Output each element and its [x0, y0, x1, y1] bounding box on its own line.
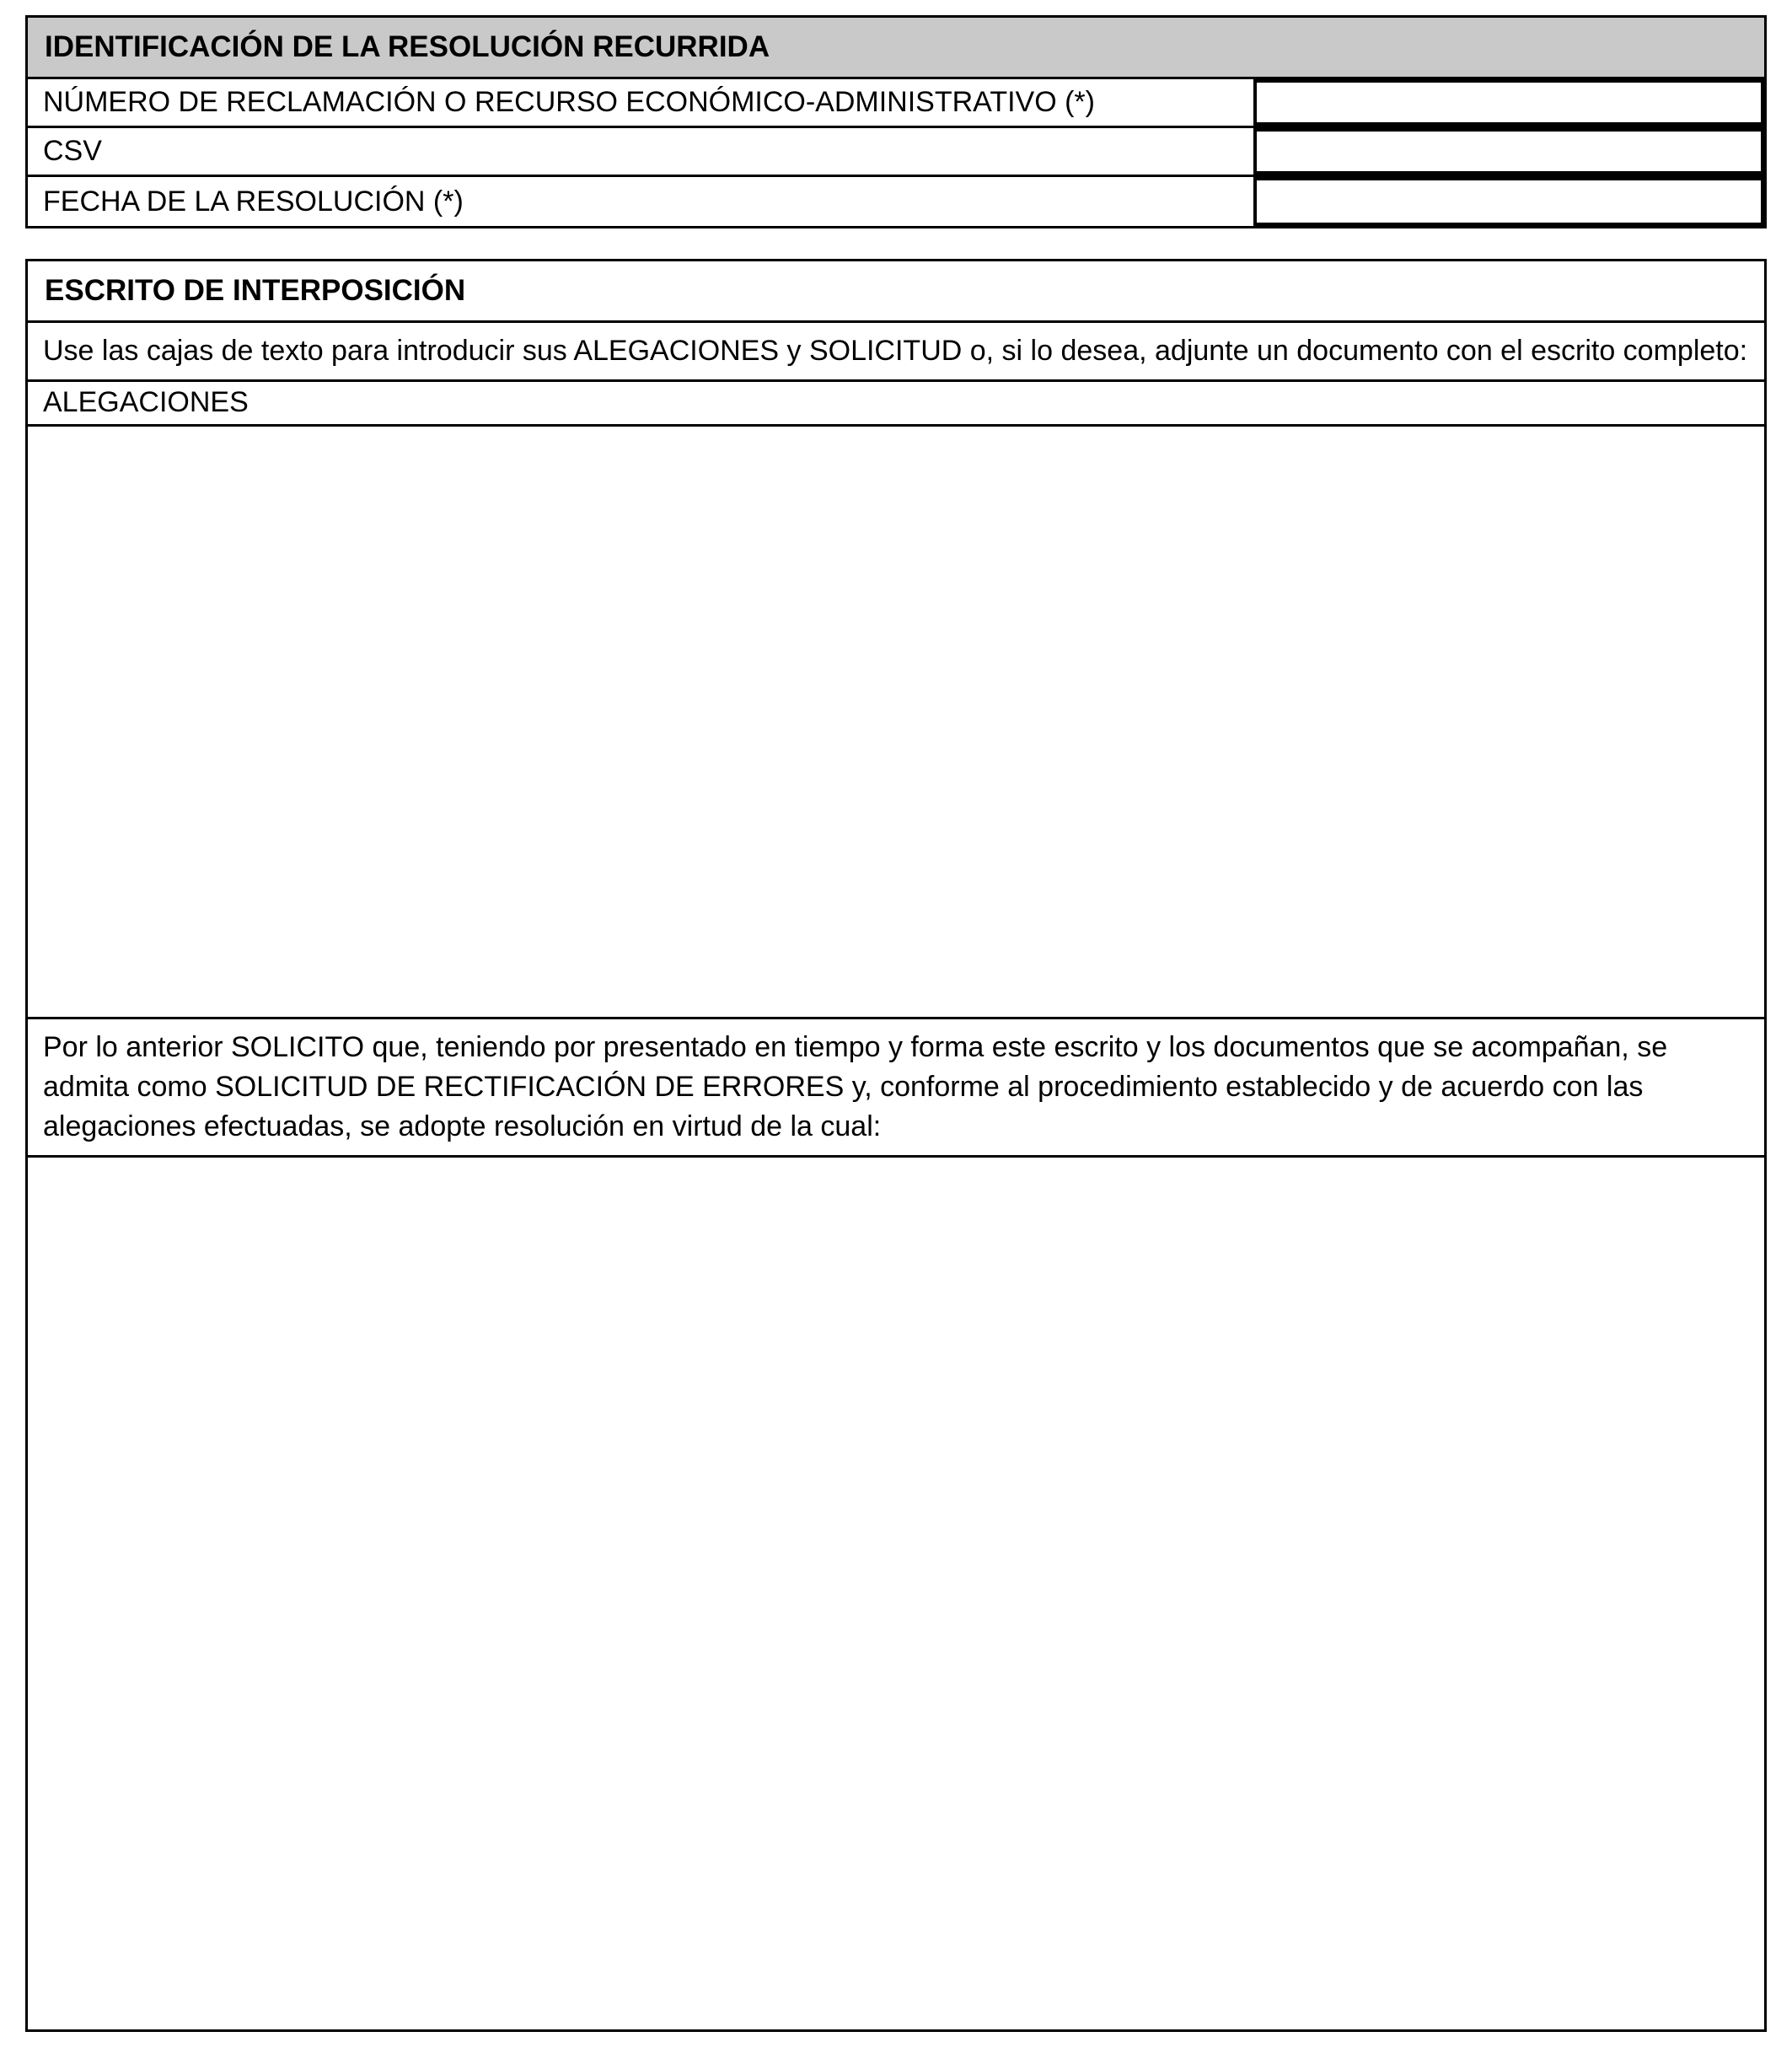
alegaciones-label: ALEGACIONES: [25, 379, 1767, 427]
resolution-id-section: [25, 15, 1767, 228]
escrito-interposicion-section: [25, 259, 1767, 2032]
solicito-text: Por lo anterior SOLICITO que, teniendo por presentado en tiempo y forma este escrito y los documentos que se acompañan, se admita como SOLICITUD DE RECTIFICACIÓN DE ERRORES y, conforme al procedimiento establecido y de acuerdo con las alegaciones efectuadas, se adopte resolución en virtud de la cual:: [25, 1017, 1767, 1158]
csv-input[interactable]: [1253, 128, 1764, 175]
fecha-resolucion-input[interactable]: [1253, 177, 1764, 226]
fecha-resolucion-label: FECHA DE LA RESOLUCIÓN (*): [43, 185, 464, 218]
fecha-resolucion-cell: [1253, 177, 1764, 226]
table-row: [28, 177, 1764, 226]
section-header-escrito: ESCRITO DE INTERPOSICIÓN: [25, 259, 1767, 323]
solicitud-textarea[interactable]: [25, 1155, 1767, 2032]
reclamacion-number-input[interactable]: [1253, 79, 1764, 126]
reclamacion-number-cell: [1253, 79, 1764, 126]
alegaciones-textarea[interactable]: [25, 424, 1767, 1019]
csv-label: CSV: [43, 135, 102, 167]
section-header-identificacion: IDENTIFICACIÓN DE LA RESOLUCIÓN RECURRIDA: [28, 18, 1764, 79]
reclamacion-number-label: NÚMERO DE RECLAMACIÓN O RECURSO ECONÓMICO-ADMINISTRATIVO (*): [43, 86, 1095, 118]
instructions-text: Use las cajas de texto para introducir sus ALEGACIONES y SOLICITUD o, si lo desea, adjunte un documento con el escrito completo:: [25, 320, 1767, 382]
table-row: [28, 128, 1764, 177]
table-row: [28, 79, 1764, 128]
csv-cell: [1253, 128, 1764, 175]
